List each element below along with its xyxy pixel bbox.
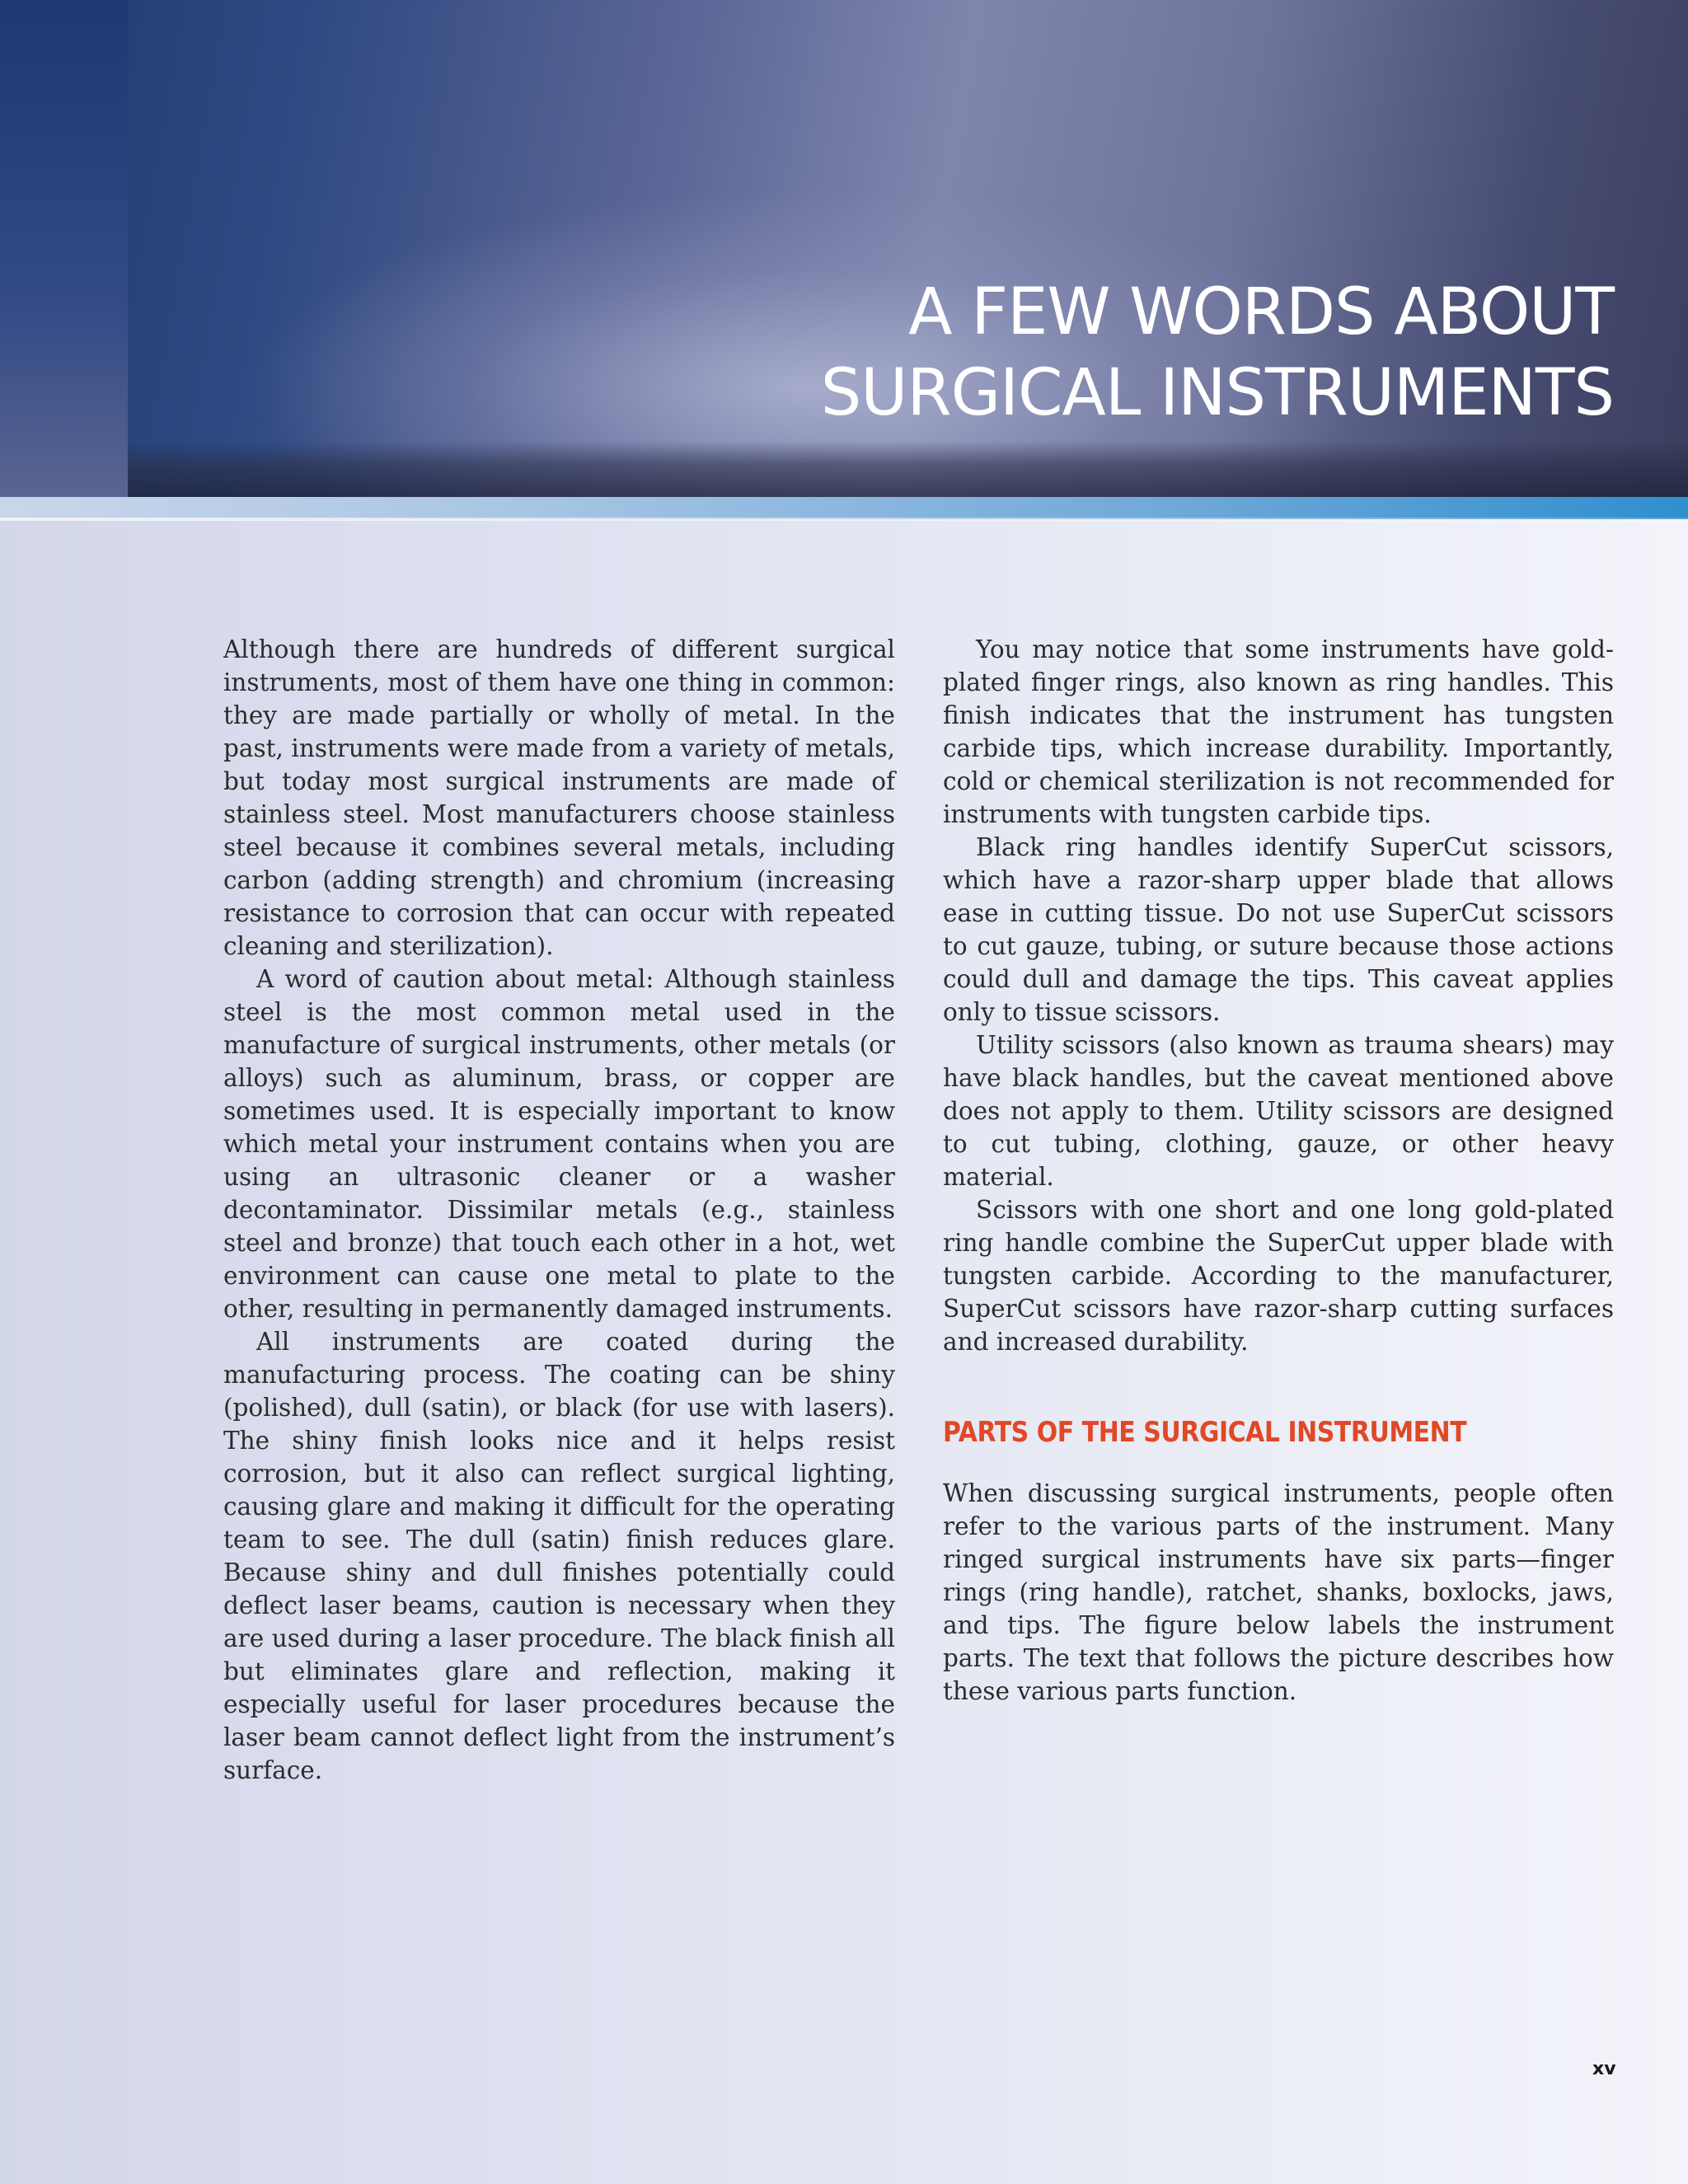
page-title-line-1: A FEW WORDS ABOUT	[908, 275, 1614, 349]
page-number: xv	[1592, 2059, 1616, 2079]
header-banner	[0, 0, 1688, 499]
page-title-line-2: SURGICAL INSTRUMENTS	[820, 356, 1614, 430]
paragraph: Utility scissors (also known as trauma shears) may have black handles, but the caveat mentioned above does not apply to them. Utility scissors are designed to cut tubing, clothing, gauze, or other heavy material.	[943, 1031, 1614, 1191]
right-text-column	[943, 633, 1614, 1708]
banner-shadow-band	[128, 441, 1688, 499]
banner-accent-strip	[0, 497, 1688, 519]
paragraph: Black ring handles identify SuperCut scissors, which have a razor-sharp upper blade that allows ease in cutting tissue. Do not use SuperCut scissors to cut gauze, tubing, or suture because those actions could dull and damage the tips. This caveat applies only to tissue scissors.	[943, 833, 1614, 1026]
banner-left-panel	[0, 0, 128, 499]
left-text-column	[223, 633, 895, 1787]
paragraph: All instruments are coated during the manufacturing process. The coating can be shiny (polished), dull (satin), or black (for use with lasers). The shiny finish looks nice and it helps resist corrosion, but it also can reflect surgical lighting, causing glare and making it difficult for the operating team to see. The dull (satin) finish reduces glare. Because shiny and dull finishes potentially could deflect laser beams, caution is necessary when they are used during a laser procedure. The black finish all but eliminates glare and reflection, making it especially useful for laser procedures because the laser beam cannot deflect light from the instrument’s surface.	[223, 1328, 895, 1784]
paragraph: A word of caution about metal: Although stainless steel is the most common metal used in the manufacture of surgical instruments, other metals (or alloys) such as aluminum, brass, or copper are sometimes used. It is especially important to know which metal your instrument contains when you are using an ultrasonic cleaner or a washer decontaminator. Dissimilar metals (e.g., stainless steel and bronze) that touch each other in a hot, wet environment can cause one metal to plate to the other, resulting in permanently damaged instruments.	[223, 965, 895, 1323]
paragraph: Scissors with one short and one long gold-plated ring handle combine the SuperCut upper blade with tungsten carbide. According to the manufacturer, SuperCut scissors have razor-sharp cutting surfaces and increased durability.	[943, 1196, 1614, 1356]
section-heading: PARTS OF THE SURGICAL INSTRUMENT	[943, 1416, 1467, 1449]
page-title	[821, 272, 1614, 434]
paragraph: When discussing surgical instruments, people often refer to the various parts of the instrument. Many ringed surgical instruments have six parts—finger rings (ring handle), ratchet, shanks, boxlocks, jaws, and tips. The figure below labels the instrument parts. The text that follows the picture describes how these various parts function.	[943, 1479, 1614, 1705]
paragraph: You may notice that some instruments have gold-plated finger rings, also known as ring handles. This finish indicates that the instrument has tungsten carbide tips, which increase durability. Importantly, cold or chemical sterilization is not recommended for instruments with tungsten carbide tips.	[943, 635, 1614, 828]
banner-accent-highlight	[0, 518, 1688, 521]
paragraph: Although there are hundreds of different surgical instruments, most of them have one thing in common: they are made partially or wholly of metal. In the past, instruments were made from a variety of metals, but today most surgical instruments are made of stainless steel. Most manufacturers choose stainless steel because it combines several metals, including carbon (adding strength) and chromium (increasing resistance to corrosion that can occur with repeated cleaning and sterilization).	[223, 635, 895, 960]
